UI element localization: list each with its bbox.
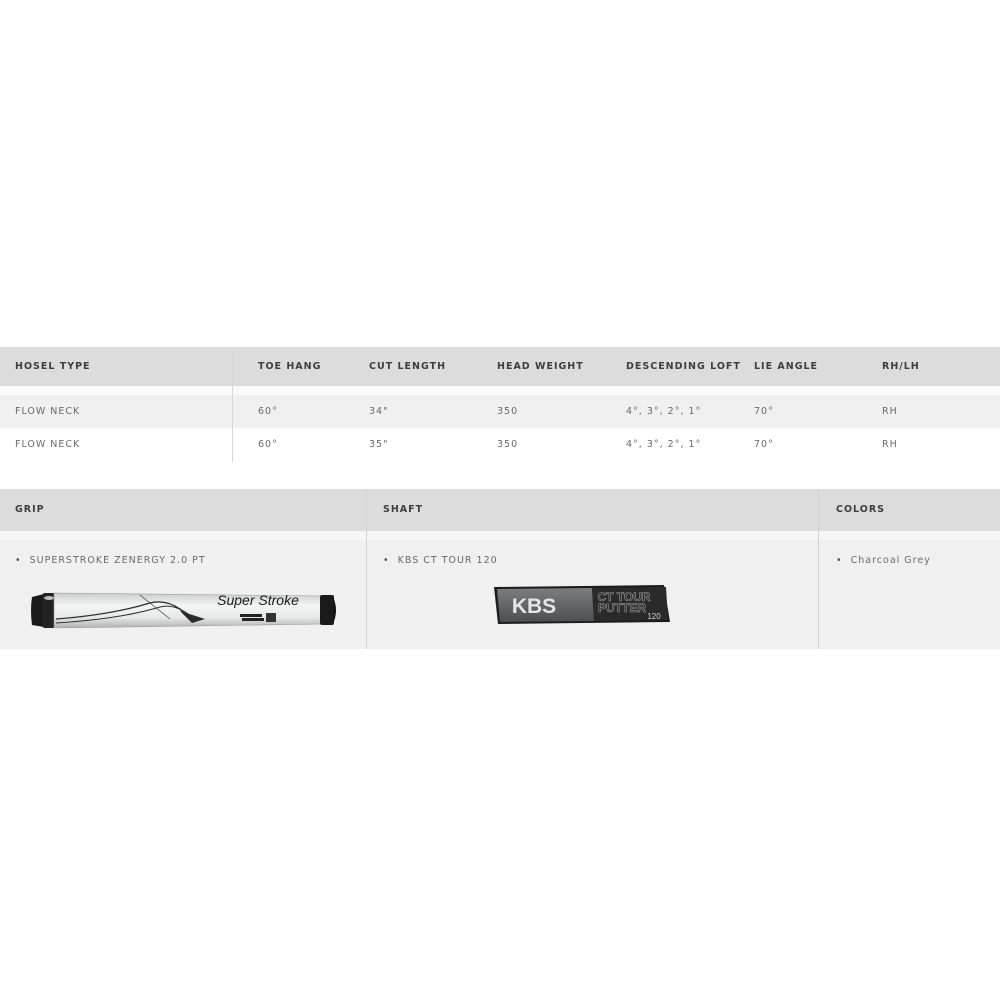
grip-image — [30, 589, 339, 632]
cell-toe-hang: 60° — [258, 439, 278, 450]
column-divider — [232, 347, 233, 462]
colors-item — [836, 555, 931, 566]
bullet: • — [383, 555, 390, 566]
cell-lie-angle: 70° — [754, 406, 774, 417]
header-rh-lh: RH/LH — [882, 361, 920, 372]
header-head-weight: HEAD WEIGHT — [497, 361, 584, 372]
shaft-item — [383, 555, 498, 566]
cell-lie-angle: 70° — [754, 439, 774, 450]
colors-title: COLORS — [836, 504, 885, 515]
panel-divider — [366, 489, 367, 649]
cell-rh-lh: RH — [882, 439, 898, 450]
cell-head-weight: 350 — [497, 406, 519, 417]
badge-line2: PUTTER — [598, 601, 646, 615]
cell-descending-loft: 4°, 3°, 2°, 1° — [626, 439, 702, 450]
shaft-badge-image — [494, 585, 670, 624]
bullet: • — [836, 555, 843, 566]
badge-brand: KBS — [511, 595, 557, 618]
cell-cut-length: 34" — [369, 406, 389, 417]
badge-line1: CT TOUR — [597, 590, 651, 604]
cell-hosel-type: FLOW NECK — [15, 406, 81, 417]
bullet: • — [15, 555, 22, 566]
header-toe-hang: TOE HANG — [258, 361, 322, 372]
shaft-title: SHAFT — [383, 504, 424, 515]
grip-name: SUPERSTROKE ZENERGY 2.0 PT — [29, 555, 206, 566]
grip-title: GRIP — [15, 504, 45, 515]
grip-logo-text: Super Stroke — [217, 592, 299, 608]
header-descending-loft: DESCENDING LOFT — [626, 361, 741, 372]
badge-number: 120 — [647, 612, 661, 621]
header-hosel-type: HOSEL TYPE — [15, 361, 91, 372]
color-name: Charcoal Grey — [850, 555, 931, 566]
cell-toe-hang: 60° — [258, 406, 278, 417]
shaft-name: KBS CT TOUR 120 — [397, 555, 498, 566]
specs-table — [0, 347, 1000, 461]
panel-divider — [818, 489, 819, 649]
cell-descending-loft: 4°, 3°, 2°, 1° — [626, 406, 702, 417]
cell-head-weight: 350 — [497, 439, 519, 450]
specs-header-row — [0, 347, 1000, 386]
table-row — [0, 395, 1000, 428]
grip-item — [15, 555, 206, 566]
header-cut-length: CUT LENGTH — [369, 361, 447, 372]
cell-rh-lh: RH — [882, 406, 898, 417]
cell-cut-length: 35" — [369, 439, 389, 450]
header-lie-angle: LIE ANGLE — [754, 361, 819, 372]
cell-hosel-type: FLOW NECK — [15, 439, 81, 450]
table-row — [0, 428, 1000, 461]
